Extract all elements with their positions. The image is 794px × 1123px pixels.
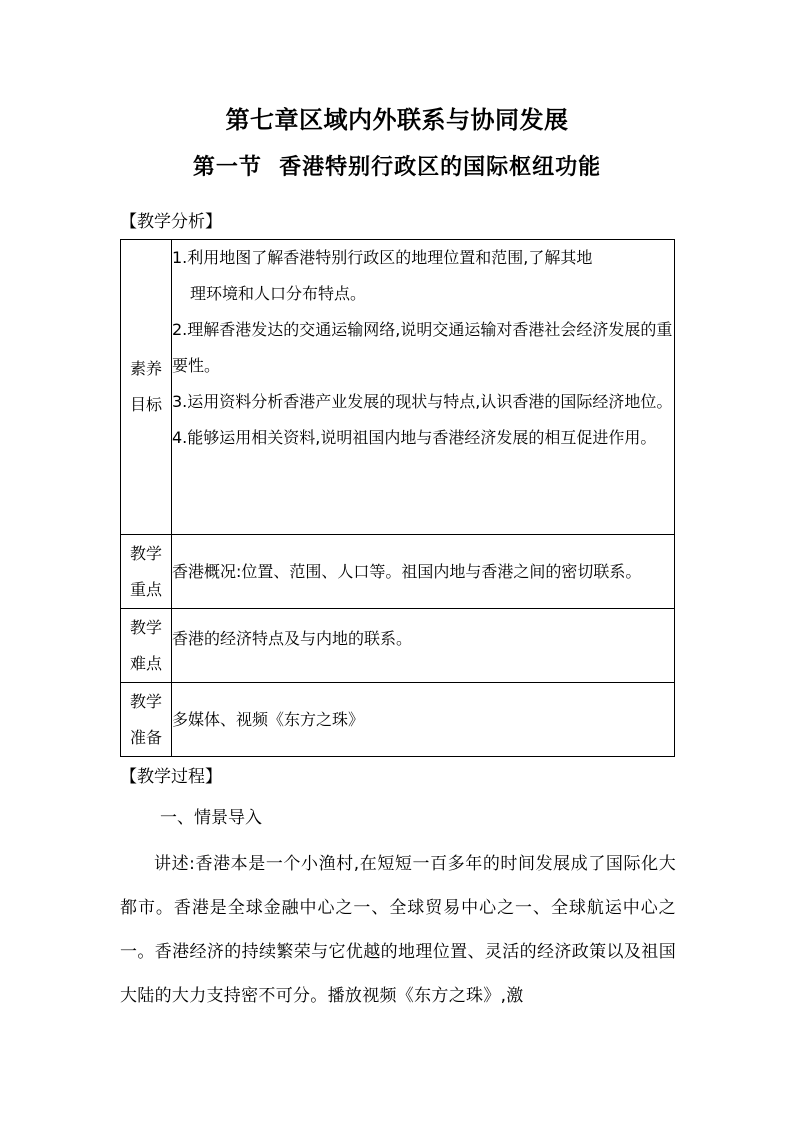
- difficulty-label-cell: [121, 609, 172, 683]
- goals-label-line1: 素养: [129, 359, 162, 378]
- table-row: [121, 535, 675, 609]
- table-row: [121, 683, 675, 757]
- prep-label-cell: [121, 683, 172, 757]
- difficulty-label-line2: 难点: [129, 653, 162, 673]
- table-row: [121, 240, 675, 535]
- analysis-table: [120, 239, 675, 757]
- table-row: [121, 609, 675, 683]
- section-title: 第一节 香港特别行政区的国际枢纽功能: [192, 155, 602, 180]
- prep-label-line2: 准备: [129, 727, 162, 747]
- key-points-content: 香港概况:位置、范围、人口等。祖国内地与香港之间的密切联系。: [172, 535, 675, 609]
- difficulty-content: 香港的经济特点及与内地的联系。: [172, 609, 675, 683]
- key-points-label-cell: [121, 535, 172, 609]
- goals-label-line2: 目标: [129, 395, 162, 414]
- process-heading: 【教学过程】: [120, 767, 222, 787]
- chapter-title: 第七章区域内外联系与协同发展: [225, 106, 569, 134]
- section-1-paragraph: 讲述:香港本是一个小渔村,在短短一百多年的时间发展成了国际化大都市。香港是全球金融中心之一、全球贸易中心之一、全球航运中心之一。香港经济的持续繁荣与它优越的地理位置、灵活的经济政策以及祖国大陆的大力支持密不可分。播放视频《东方之珠》,激: [120, 854, 676, 1006]
- section-1-heading: 一、情景导入: [160, 808, 262, 828]
- prep-content: 多媒体、视频《东方之珠》: [172, 683, 675, 757]
- goals-content-cell: [172, 240, 675, 535]
- prep-label-line1: 教学: [129, 691, 162, 711]
- goal-4: 4.能够运用相关资料,说明祖国内地与香港经济发展的相互促进作用。: [172, 428, 657, 447]
- goal-1-line-2: 理环境和人口分布特点。: [190, 284, 367, 303]
- difficulty-label-line1: 教学: [129, 617, 162, 637]
- analysis-heading: 【教学分析】: [120, 212, 222, 232]
- goal-1-line-1: 1.利用地图了解香港特别行政区的地理位置和范围,了解其地: [172, 248, 593, 267]
- goals-label-cell: [121, 240, 172, 535]
- goal-2: 2.理解香港发达的交通运输网络,说明交通运输对香港社会经济发展的重要性。: [172, 320, 673, 375]
- key-points-label-line1: 教学: [129, 543, 162, 563]
- goal-3: 3.运用资料分析香港产业发展的现状与特点,认识香港的国际经济地位。: [172, 392, 673, 411]
- key-points-label-line2: 重点: [129, 579, 162, 599]
